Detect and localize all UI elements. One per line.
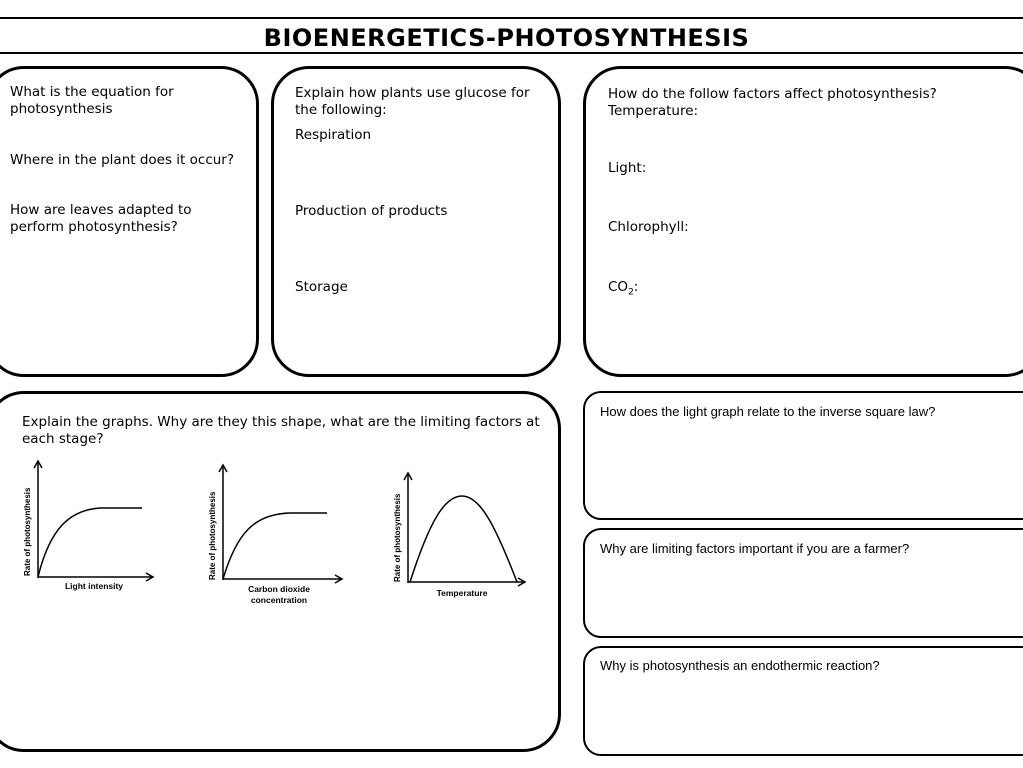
graph-carbon-dioxide (205, 462, 345, 607)
q-endothermic: Why is photosynthesis an endothermic reaction? (600, 658, 880, 673)
y-label: Rate of photosynthesis (208, 491, 217, 580)
q-equation-line2: photosynthesis (10, 101, 113, 117)
graphs-intro-line1: Explain the graphs. Why are they this shape, what are the limiting factors at (22, 414, 540, 430)
factor-co2 (608, 279, 638, 302)
co2-colon: : (633, 279, 639, 295)
factors-intro: How do the follow factors affect photosynthesis? (608, 86, 937, 102)
curve (410, 496, 517, 582)
co2-base: CO (608, 279, 629, 295)
top-rule (0, 17, 1023, 19)
graph-light-intensity (20, 458, 160, 591)
x-label-line1: Carbon dioxide (248, 584, 310, 594)
q-farmer: Why are limiting factors important if you are a farmer? (600, 541, 910, 556)
factor-light: Light: (608, 160, 647, 176)
x-label-line2: concentration (250, 595, 308, 605)
graph-temperature (390, 470, 535, 600)
graphs-intro-line2: each stage? (22, 431, 104, 447)
factor-chlorophyll: Chlorophyll: (608, 219, 689, 235)
page-title: BIOENERGETICS-PHOTOSYNTHESIS (263, 24, 750, 52)
glucose-products: Production of products (295, 203, 448, 219)
q-inverse-square: How does the light graph relate to the inverse square law? (600, 404, 936, 419)
glucose-respiration: Respiration (295, 127, 372, 143)
co2-subscript: 2 (628, 287, 634, 298)
curve (223, 513, 327, 579)
title-rule (0, 52, 1023, 54)
q-leaves-line1: How are leaves adapted to (10, 202, 192, 218)
q-equation-line1: What is the equation for (10, 84, 174, 100)
y-label: Rate of photosynthesis (23, 487, 32, 576)
glucose-intro-line1: Explain how plants use glucose for (295, 85, 530, 101)
curve (38, 508, 142, 577)
q-where: Where in the plant does it occur? (10, 152, 235, 168)
q-leaves-line2: perform photosynthesis? (10, 219, 178, 235)
glucose-storage: Storage (295, 279, 348, 295)
glucose-intro-line2: the following: (295, 102, 387, 118)
y-label: Rate of photosynthesis (393, 493, 402, 582)
factor-temperature: Temperature: (608, 103, 699, 119)
x-label-line1: Temperature (436, 588, 488, 598)
x-label-line1: Light intensity (64, 581, 124, 591)
